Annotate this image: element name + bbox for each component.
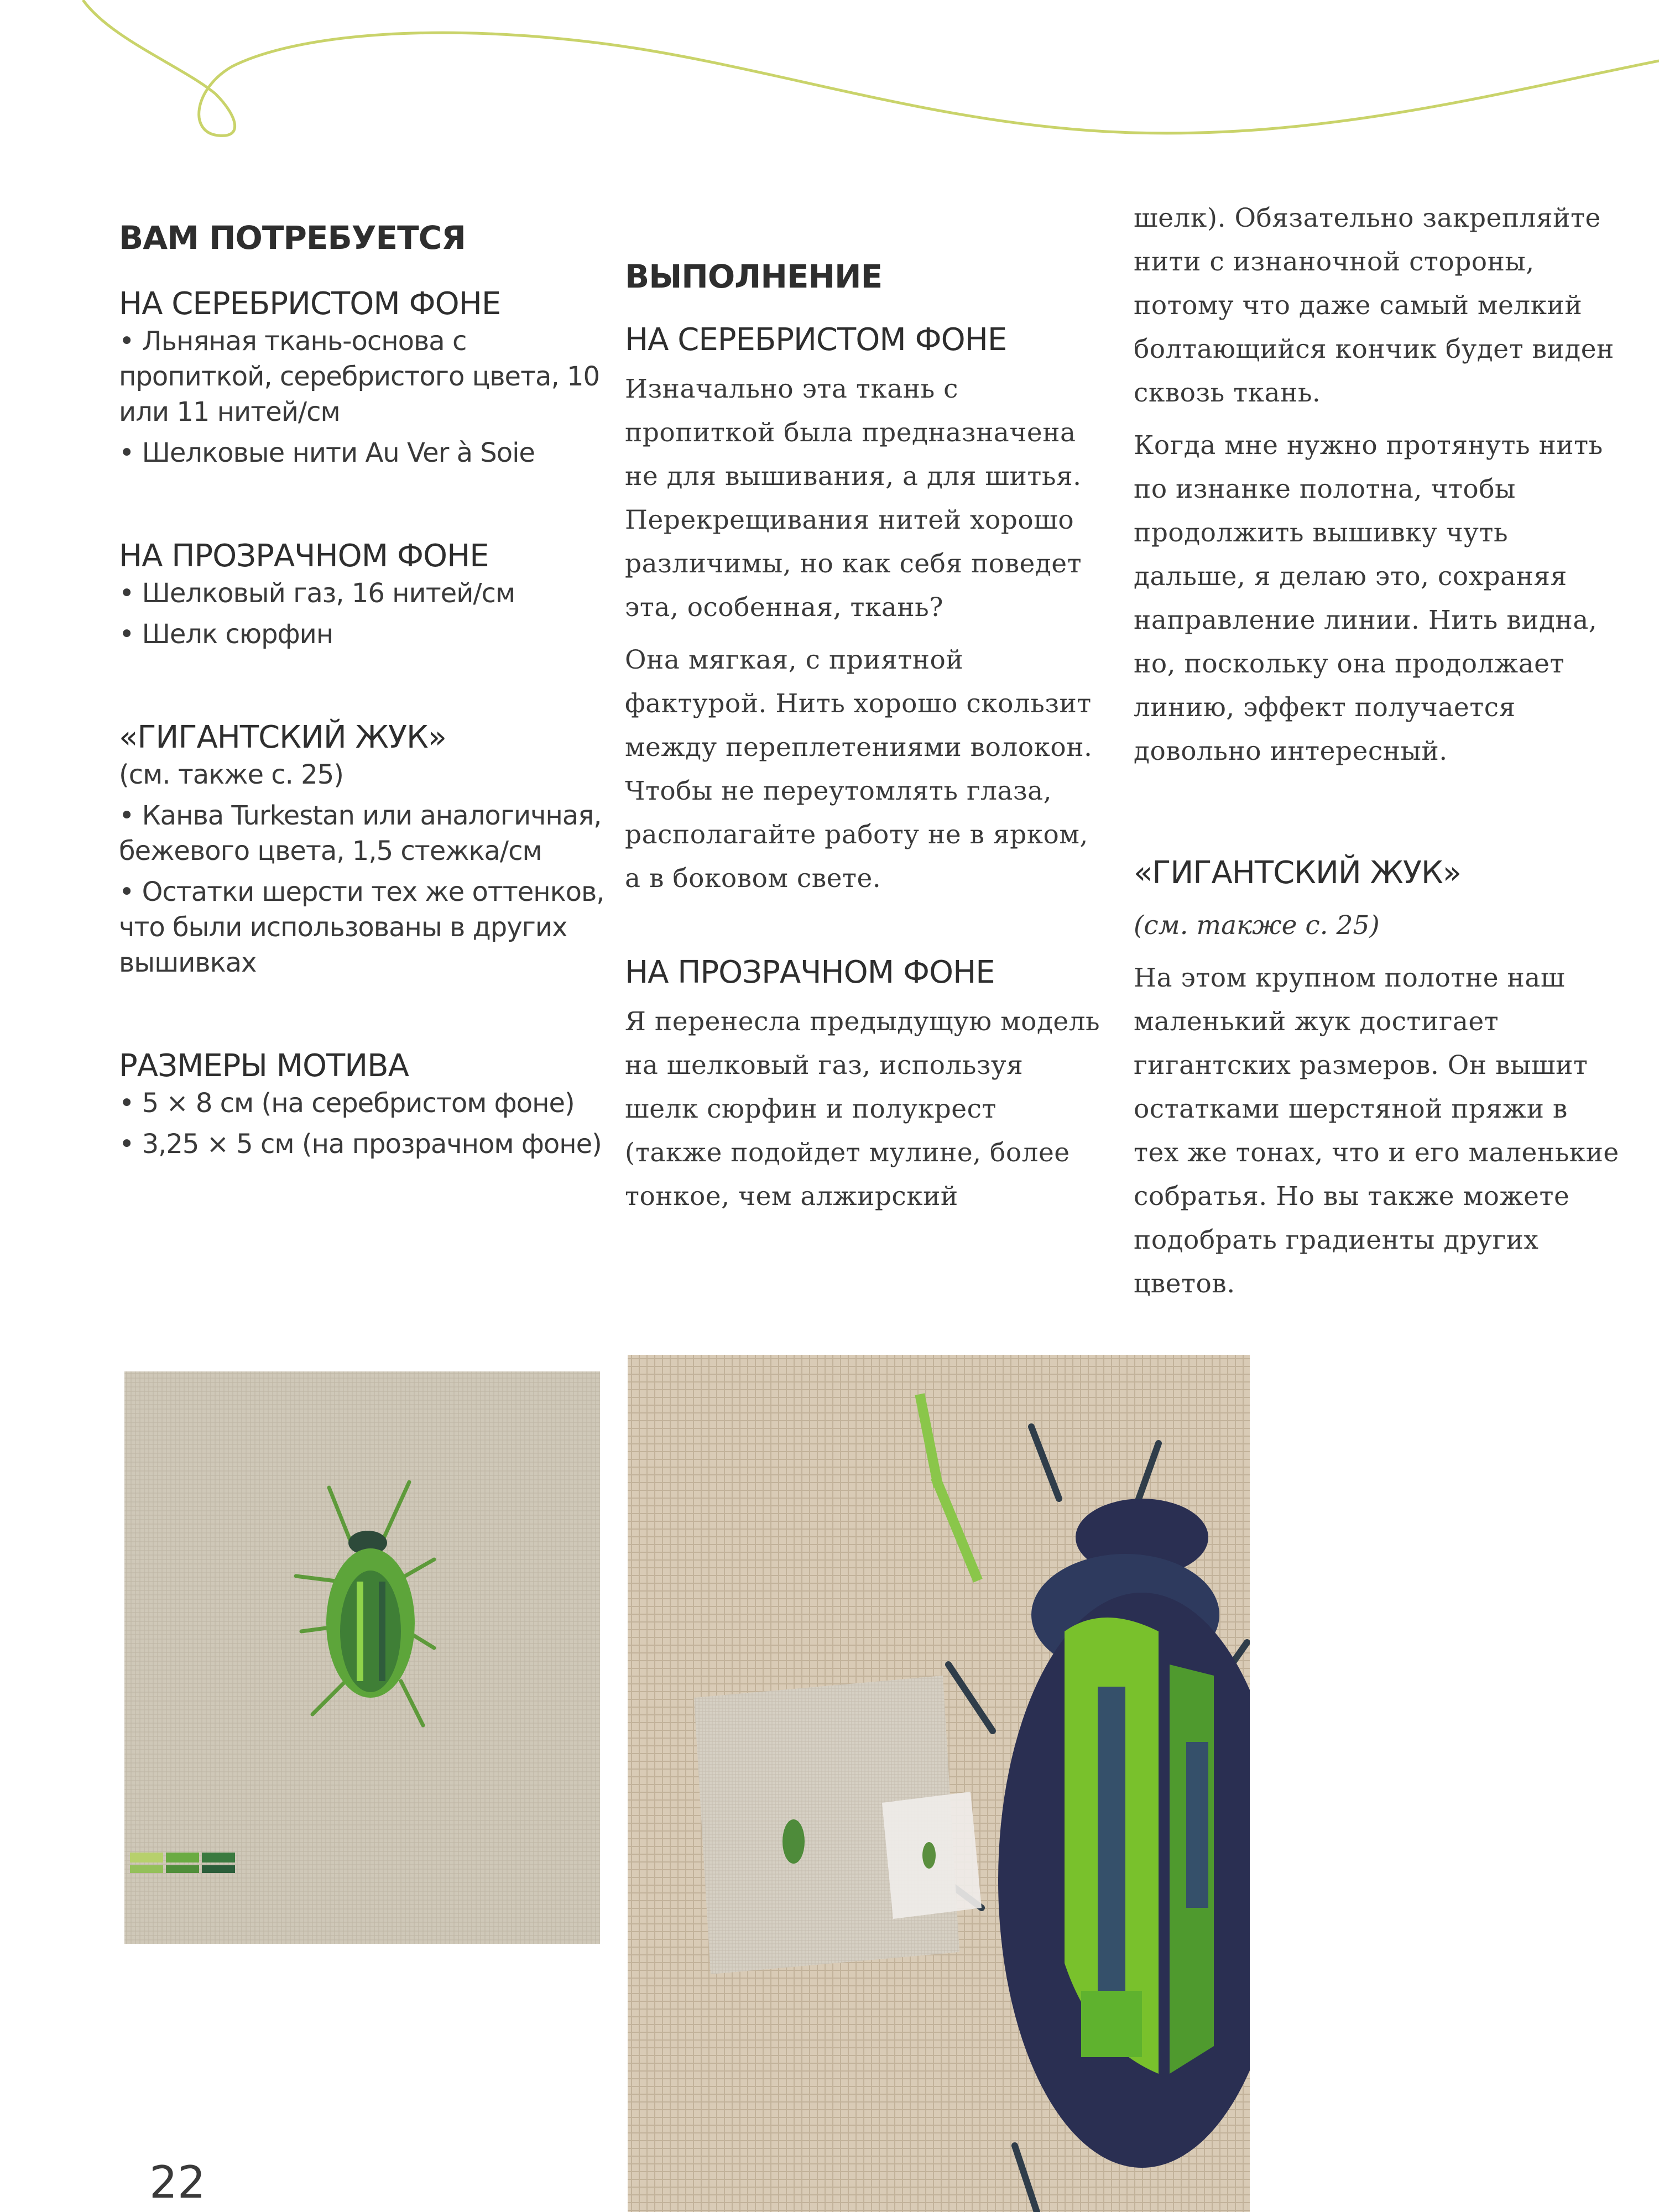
paragraph: Я перенесла предыдущую модель на шелковый газ, используя шелк сюрфин и полукрест (также подойдет мулине, более тонкое, чем алжирский: [625, 1006, 1100, 1212]
photo-silver-beetle-embroidery: [124, 1371, 600, 1944]
small-fabric-pieces: [694, 1676, 982, 1974]
list-item: • Льняная ткань-основа с пропиткой, серебристого цвета, 10 или 11 нитей/см: [119, 326, 600, 427]
decorative-swirl-line: [0, 0, 1659, 166]
requirements-title: ВАМ ПОТРЕБУЕТСЯ: [119, 219, 466, 257]
paragraph: Она мягкая, с приятной фактурой. Нить хорошо скользит между переплетениями волокон. Чтобы не переутомлять глаза, располагайте работу не в ярком, а в боковом свете.: [625, 645, 1093, 894]
giant-beetle-heading: «ГИГАНТСКИЙ ЖУК»: [1134, 855, 1461, 891]
list-item: • Шелк сюрфин: [119, 619, 333, 650]
list-item: • 5 × 8 см (на серебристом фоне): [119, 1088, 575, 1119]
list-item: • Остатки шерсти тех же оттенков, что были использованы в других вышивках: [119, 877, 604, 978]
page-number: 22: [149, 2157, 206, 2208]
list-item: • 3,25 × 5 см (на прозрачном фоне): [119, 1129, 602, 1160]
transparent-materials-heading: НА ПРОЗРАЧНОМ ФОНЕ: [119, 538, 489, 574]
right-column: [1134, 196, 1620, 1314]
page-reference-note: (см. также с. 25): [1134, 910, 1380, 941]
photo-giant-beetle-embroidery: [628, 1355, 1250, 2212]
paragraph: На этом крупном полотне наш маленький жук достигает гигантских размеров. Он вышит остатками шерстяной пряжи в тех же тонах, что и его маленькие собратья. Но вы также можете подобрать градиенты других цветов.: [1134, 963, 1619, 1299]
list-item: • Шелковые нити Au Ver à Soie: [119, 437, 535, 468]
list-item: • Канва Turkestan или аналогичная, бежевого цвета, 1,5 стежка/см: [119, 800, 602, 867]
list-item: • Шелковый газ, 16 нитей/см: [119, 578, 515, 609]
paragraph: шелк). Обязательно закрепляйте нити с изнаночной стороны, потому что даже самый мелкий болтающийся кончик будет виден сквозь ткань.: [1134, 203, 1614, 408]
silver-instructions-heading: НА СЕРЕБРИСТОМ ФОНЕ: [625, 322, 1007, 358]
giant-beetle-materials-heading: «ГИГАНТСКИЙ ЖУК»: [119, 719, 446, 755]
transparent-instructions-heading: НА ПРОЗРАЧНОМ ФОНЕ: [625, 954, 995, 990]
giant-beetle-motif: [998, 1499, 1250, 2168]
paragraph: Изначально эта ткань с пропиткой была предназначена не для вышивания, а для шитья. Перекрещивания нитей хорошо различимы, но как себя поведет эта, особенная, ткань?: [625, 374, 1082, 623]
left-column: [119, 218, 606, 1167]
paragraph: Когда мне нужно протянуть нить по изнанке полотна, чтобы продолжить вышивку чуть дальше, я делаю это, сохраняя направление линии. Нить видна, но, поскольку она продолжает линию, эффект получается довольно интересный.: [1134, 430, 1603, 766]
middle-column: [625, 257, 1100, 1227]
motif-sizes-heading: РАЗМЕРЫ МОТИВА: [119, 1048, 409, 1084]
page-reference-note: (см. также с. 25): [119, 759, 343, 790]
instructions-title: ВЫПОЛНЕНИЕ: [625, 258, 883, 295]
silver-materials-heading: НА СЕРЕБРИСТОМ ФОНЕ: [119, 286, 501, 322]
